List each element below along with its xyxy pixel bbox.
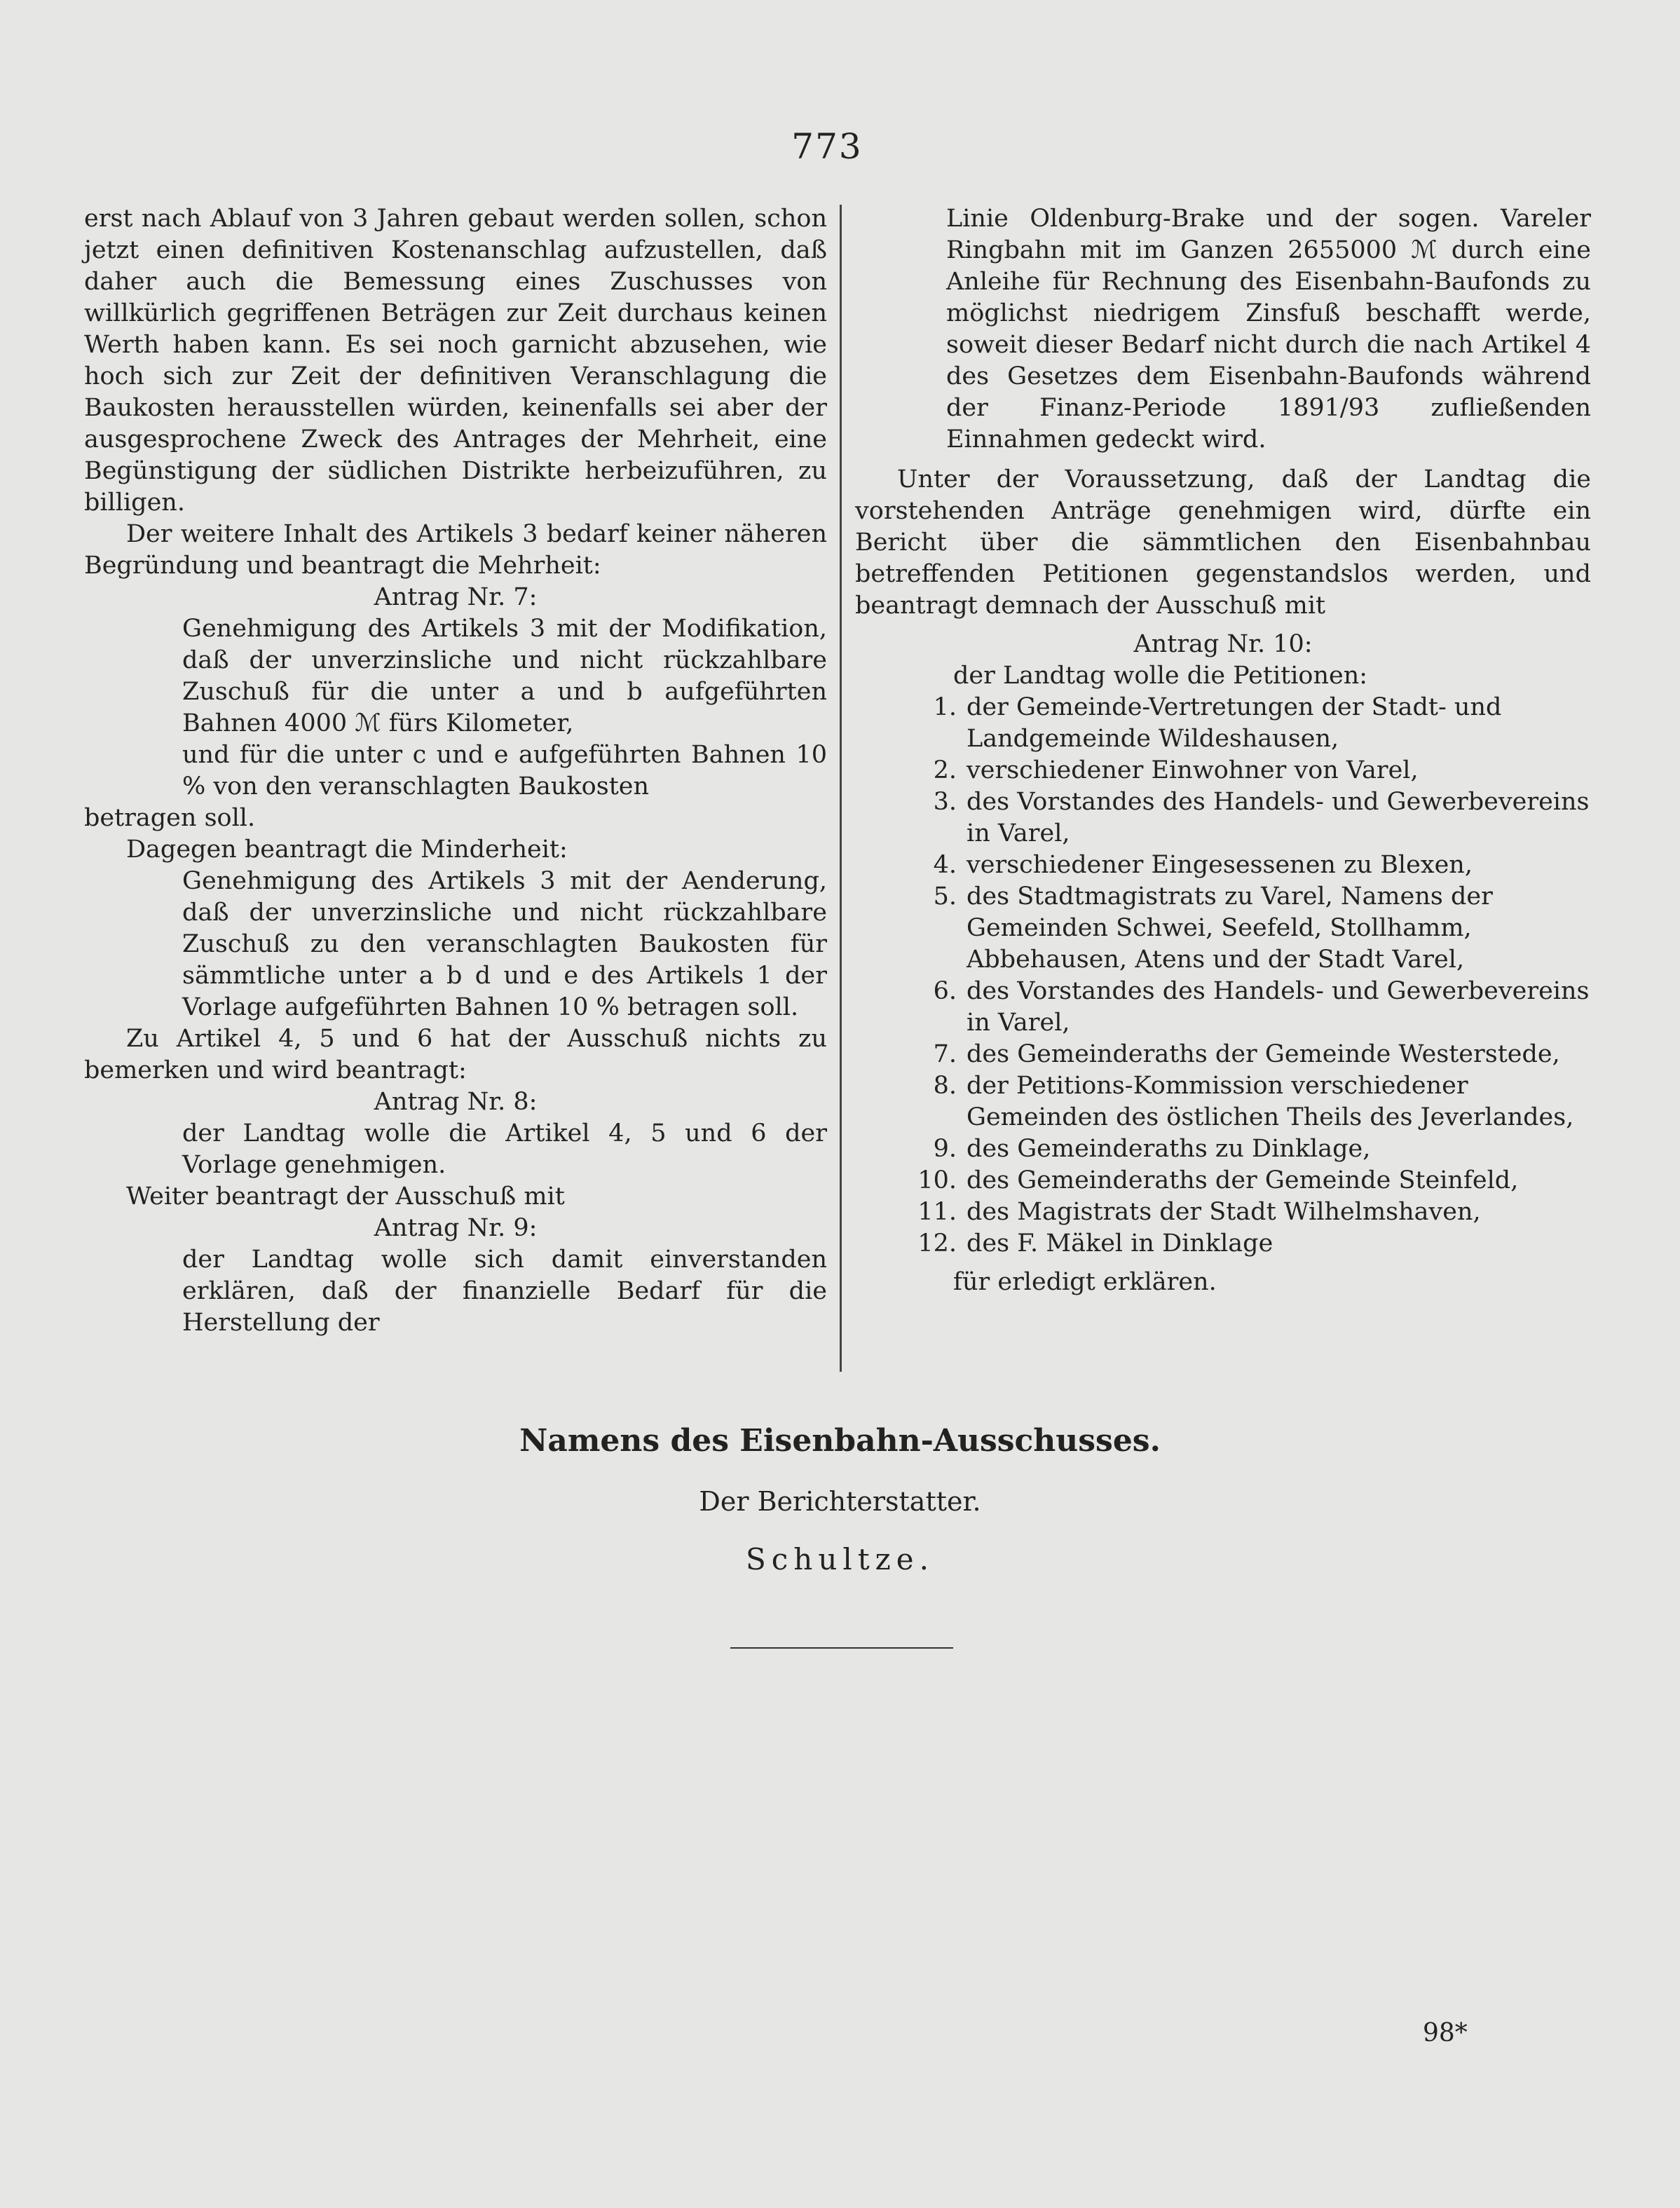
motion-body: der Landtag wolle sich damit einverstanden erklären, daß der finanzielle Bedarf für die Herstellung der [182, 1246, 827, 1337]
list-item: 12. des F. Mäkel in Dinklage [917, 1229, 1273, 1258]
left-column [84, 203, 827, 1339]
page-number: 773 [791, 126, 863, 167]
motion-end: betragen soll. [84, 804, 256, 832]
motion-body: Genehmigung des Artikels 3 mit der Aenderung, daß der unverzinsliche und nicht rückzahlbare Zuschuß zu den veranschlagten Baukosten für sämmtliche unter a b d und e des Artikels 1 der Vorlage aufgeführten Bahnen 10 % betragen soll. [182, 867, 827, 1021]
list-item: 11. des Magistrats der Stadt Wilhelmshaven, [917, 1198, 1481, 1226]
motion-heading: Antrag Nr. 10: [1133, 630, 1313, 658]
signature-role: Der Berichterstatter. [699, 1486, 981, 1517]
paragraph: erst nach Ablauf von 3 Jahren gebaut werden sollen, schon jetzt einen definitiven Kostenanschlag aufzustellen, daß daher auch die Bemessung eines Zuschusses von willkürlich gegriffenen Beträgen zur Zeit durchaus keinen Werth haben kann. Es sei noch garnicht abzusehen, wie hoch sich zur Zeit der definitiven Veranschlagung die Baukosten herausstellen würden, keinenfalls sei aber der ausgesprochene Zweck des Antrages der Mehrheit, eine Begünstigung der südlichen Distrikte herbeizuführen, zu billigen. [84, 205, 827, 517]
motion-heading: Antrag Nr. 8: [374, 1088, 538, 1116]
closing-line: für erledigt erklären. [953, 1268, 1217, 1296]
paragraph: Dagegen beantragt die Minderheit: [126, 836, 568, 864]
list-item: 10. des Gemeinderaths der Gemeinde Steinfeld, [917, 1166, 1519, 1194]
paragraph: Zu Artikel 4, 5 und 6 hat der Ausschuß nichts zu bemerken und wird beantragt: [84, 1025, 827, 1084]
signature-name: Schultze. [745, 1542, 935, 1576]
motion-heading: Antrag Nr. 7: [374, 583, 538, 611]
list-item: 4. verschiedener Eingesessenen zu Blexen, [933, 851, 1473, 879]
list-item: 9. des Gemeinderaths zu Dinklage, [933, 1135, 1371, 1163]
footer-signature-mark: 98* [1423, 2019, 1468, 2047]
paragraph: Weiter beantragt der Ausschuß mit [126, 1183, 565, 1211]
motion-continuation: Linie Oldenburg-Brake und der sogen. Vareler Ringbahn mit im Ganzen 2655000 ℳ durch eine Anleihe für Rechnung des Eisenbahn-Baufonds zu möglichst niedrigem Zinsfuß beschafft werde, soweit dieser Bedarf nicht durch die nach Artikel 4 des Gesetzes dem Eisenbahn-Baufonds während der Finanz-Periode 1891/93 zufließenden Einnahmen gedeckt wird. [946, 205, 1591, 454]
list-item: 2. verschiedener Einwohner von Varel, [933, 756, 1419, 784]
list-item: 8. der Petitions-Kommission verschiedener Gemeinden des östlichen Theils des Jeverlandes, [933, 1072, 1574, 1131]
signature-organization: Namens des Eisenbahn-Ausschusses. [519, 1423, 1161, 1459]
list-item: 3. des Vorstandes des Handels- und Gewerbevereins in Varel, [933, 788, 1590, 847]
motion-body: Genehmigung des Artikels 3 mit der Modifikation, daß der unverzinsliche und nicht rückzahlbare Zuschuß für die unter a und b aufgeführten Bahnen 4000 ℳ fürs Kilometer, [182, 615, 827, 737]
list-item: 7. des Gemeinderaths der Gemeinde Westerstede, [933, 1040, 1560, 1068]
horizontal-rule [730, 1647, 953, 1649]
petition-list [855, 692, 1591, 1260]
column-divider [840, 205, 842, 1372]
motion-body: der Landtag wolle die Artikel 4, 5 und 6 der Vorlage genehmigen. [182, 1119, 827, 1179]
list-item: 1. der Gemeinde-Vertretungen der Stadt- und Landgemeinde Wildeshausen, [933, 693, 1502, 753]
motion-intro: der Landtag wolle die Petitionen: [953, 662, 1368, 690]
list-item: 5. des Stadtmagistrats zu Varel, Namens der Gemeinden Schwei, Seefeld, Stollhamm, Abbehausen, Atens und der Stadt Varel, [933, 882, 1493, 974]
motion-heading: Antrag Nr. 9: [374, 1214, 538, 1242]
list-item: 6. des Vorstandes des Handels- und Gewerbevereins in Varel, [933, 977, 1590, 1037]
paragraph: Unter der Voraussetzung, daß der Landtag die vorstehenden Anträge genehmigen wird, dürfte ein Bericht über die sämmtlichen den Eisenbahnbau betreffenden Petitionen gegenstandslos werden, und beantragt demnach der Ausschuß mit [855, 465, 1591, 620]
paragraph: Der weitere Inhalt des Artikels 3 bedarf keiner näheren Begründung und beantragt die Mehrheit: [84, 520, 827, 580]
right-column [855, 203, 1591, 1298]
motion-body: und für die unter c und e aufgeführten Bahnen 10 % von den veranschlagten Baukosten [182, 741, 827, 800]
